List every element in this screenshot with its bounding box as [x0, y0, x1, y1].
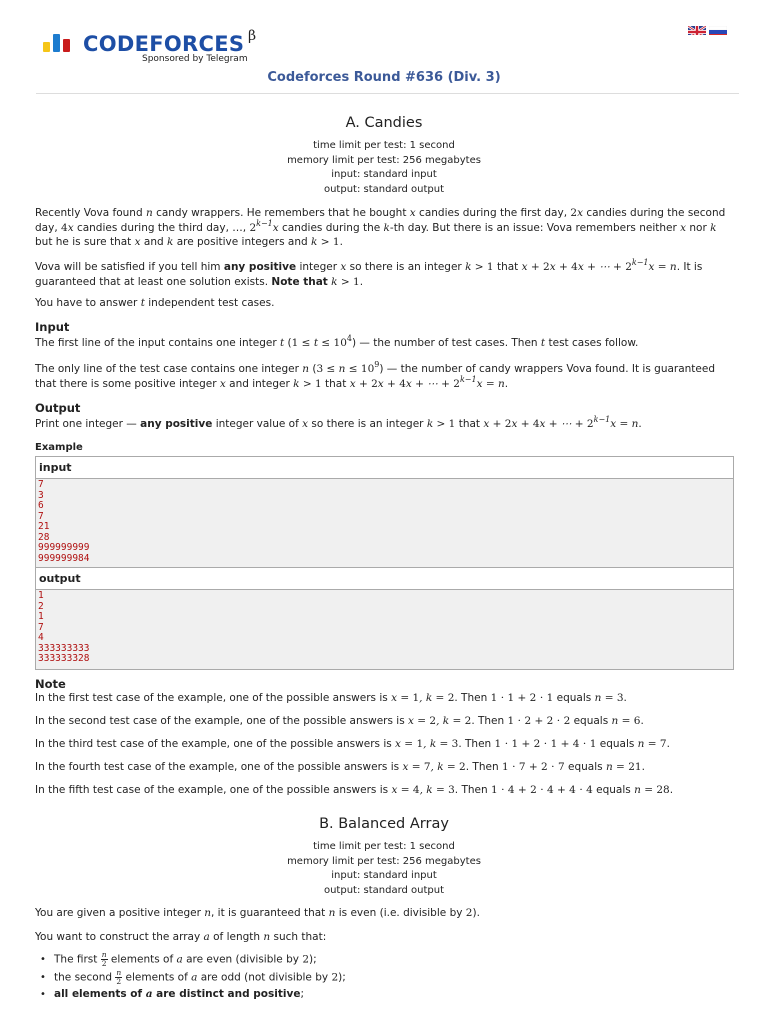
condition-item: • The first $\frac{n}{2}$ elements of a are even (divisible by 2);: [40, 951, 346, 969]
sample-line: 2: [38, 600, 44, 612]
flag-ru-icon[interactable]: [709, 23, 727, 35]
time-limit: time limit per test: 1 second: [313, 841, 455, 852]
sample-line: 21: [38, 521, 50, 532]
sample-input-label: input: [36, 457, 733, 479]
output-spec: Print one integer — any positive integer value of x so there is an integer k > 1 that x + 2x + 4x + ⋯ + $2^{k-1}x = n$.: [35, 415, 642, 430]
sample-line: 7: [38, 510, 44, 522]
problem-b-title: B. Balanced Array: [319, 816, 449, 832]
logo-beta: β: [248, 28, 257, 44]
sample-line: 4: [38, 632, 44, 643]
sample-line: 1: [38, 590, 44, 601]
memory-limit: memory limit per test: 256 megabytes: [287, 855, 481, 867]
note-4: In the fourth test case of the example, one of the possible answers is x = 7, k = 2. Then 1 ⋅ 7 + 2 ⋅ 7 equals n = 21.: [35, 761, 645, 773]
time-limit: time limit per test: 1 second: [313, 140, 455, 151]
sample-output-label: output: [36, 567, 733, 590]
codeforces-logo[interactable]: [43, 28, 273, 68]
note-1: In the first test case of the example, one of the possible answers is x = 1, k = 2. Then 1 ⋅ 1 + 2 ⋅ 1 equals n = 3.: [35, 692, 627, 704]
problem-a-legend: Recently Vova found n candy wrappers. He remembers that he bought x candies during the first day, 2x candies during the second day, 4x candies during the third day, …, $2^{k-1}x$ candies during the k-th day. But there is an issue: Vova remembers neither x nor k but he is sure that x and k are positive integers and k > 1.: [35, 207, 726, 248]
sample-line: 28: [38, 531, 50, 543]
sample-line: 6: [38, 500, 44, 511]
output-heading: Output: [35, 401, 81, 415]
flag-uk-icon[interactable]: [688, 23, 706, 35]
sample-output[interactable]: [36, 590, 733, 669]
input-file: input: standard input: [331, 169, 437, 181]
logo-wordmark: CODEFORCES: [83, 32, 245, 56]
problem-b-legend-1: You are given a positive integer n, it is guaranteed that n is even (i.e. divisible by 2).: [35, 907, 480, 919]
condition-item: • the second $\frac{n}{2}$ elements of a are odd (not divisible by 2);: [40, 969, 346, 987]
input-heading: Input: [35, 320, 70, 334]
sample-line: 333333328: [38, 653, 90, 664]
example-heading: Example: [35, 442, 83, 453]
problem-b-legend-2: You want to construct the array a of length n such that:: [35, 931, 327, 943]
output-file: output: standard output: [323, 183, 445, 195]
note-3: In the third test case of the example, one of the possible answers is x = 1, k = 3. Then 1 ⋅ 1 + 2 ⋅ 1 + 4 ⋅ 1 equals n = 7.: [35, 738, 670, 750]
logo-sponsor: Sponsored by Telegram: [142, 54, 248, 64]
condition-item: • all elements of a are distinct and positive;: [40, 986, 346, 1003]
problem-a-task: Vova will be satisfied if you tell him any positive integer x so there is an integer k > 1 that x + 2x + 4x + ⋯ + $2^{k-1}x = n$. It is guaranteed that at least one solution exists. Note that k > 1.: [35, 258, 703, 288]
problem-a-title: A. Candies: [345, 115, 423, 131]
input-file: input: standard input: [331, 870, 437, 882]
sample-line: 999999984: [38, 552, 90, 564]
sample-line: 7: [38, 479, 44, 490]
input-spec-2: The only line of the test case contains one integer n $(3 \le n \le 10^9)$ — the number of candy wrappers Vova found. It is guaranteed that there is some positive integer x and integer k > 1 that x + 2x + 4x + ⋯ + $2^{k-1}x = n$.: [35, 360, 716, 390]
note-2: In the second test case of the example, one of the possible answers is x = 2, k = 2. Then 1 ⋅ 2 + 2 ⋅ 2 equals n = 6.: [35, 715, 644, 727]
sample-line: 7: [38, 621, 44, 633]
note-heading: Note: [35, 677, 66, 691]
problem-a-limits: [0, 139, 768, 197]
sample-line: 333333333: [38, 642, 90, 654]
problem-b-limits: [0, 840, 768, 898]
output-file: output: standard output: [323, 884, 445, 896]
sample-line: 3: [38, 489, 44, 501]
note-5: In the fifth test case of the example, one of the possible answers is x = 4, k = 3. Then 1 ⋅ 4 + 2 ⋅ 4 + 4 ⋅ 4 equals n = 28.: [35, 784, 674, 796]
problem-b-conditions: [40, 951, 346, 1003]
sample-tests: [35, 456, 734, 670]
problem-a-tests: You have to answer t independent test cases.: [35, 297, 275, 309]
contest-title-link[interactable]: Codeforces Round #636 (Div. 3): [267, 70, 501, 85]
sample-input[interactable]: [36, 479, 733, 567]
sample-line: 999999999: [38, 542, 90, 553]
input-spec-1: The first line of the input contains one integer t $(1 \le t \le 10^4)$ — the number of test cases. Then t test cases follow.: [35, 334, 639, 349]
sample-line: 1: [38, 611, 44, 622]
memory-limit: memory limit per test: 256 megabytes: [287, 154, 481, 166]
divider: [36, 93, 739, 94]
header: [0, 0, 768, 100]
